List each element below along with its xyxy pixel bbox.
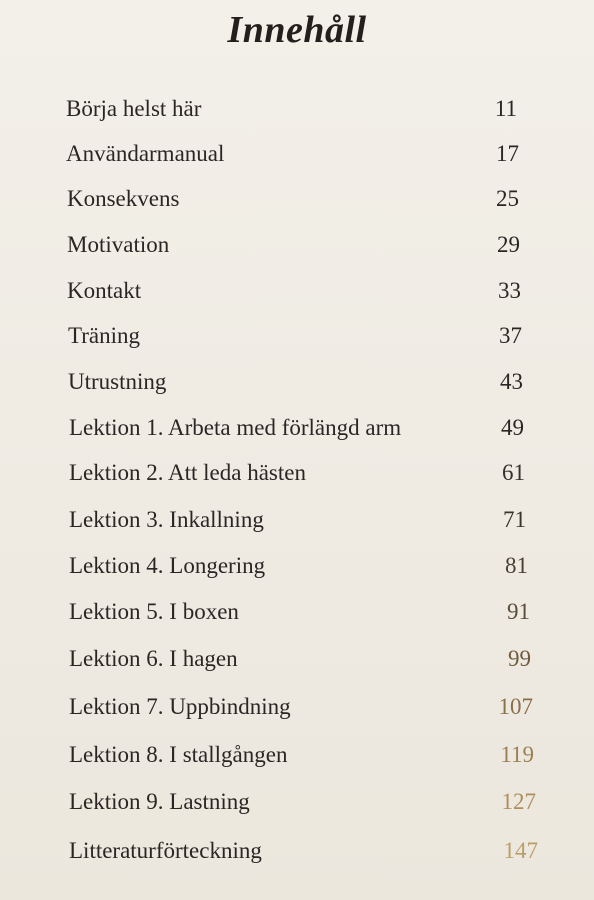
toc-entry-page-number: 127 — [501, 789, 536, 814]
toc-entry-page-number: 119 — [500, 742, 534, 767]
toc-entry — [0, 413, 594, 443]
toc-entry-title: Lektion 9. Lastning — [69, 789, 250, 814]
toc-entry-title: Konsekvens — [67, 186, 180, 211]
toc-entry-page-number: 29 — [497, 232, 520, 257]
toc-entry — [0, 458, 594, 488]
toc-entry-title: Lektion 1. Arbeta med förlängd arm — [69, 415, 402, 440]
toc-entry — [0, 692, 594, 722]
toc-entry — [0, 836, 594, 866]
toc-entry — [0, 505, 594, 535]
toc-entry-title: Utrustning — [68, 369, 167, 394]
toc-entry — [0, 94, 594, 124]
toc-entry-title: Kontakt — [67, 278, 142, 303]
toc-entry-title: Börja helst här — [66, 96, 202, 121]
toc-entry — [0, 230, 594, 260]
toc-entry-title: Användarmanual — [66, 141, 225, 166]
toc-entry — [0, 139, 594, 169]
toc-entry-page-number: 33 — [498, 278, 521, 303]
toc-entry-title: Lektion 6. I hagen — [69, 646, 238, 671]
toc-entry-page-number: 49 — [501, 415, 524, 440]
toc-entry-page-number: 17 — [496, 141, 519, 166]
toc-entry — [0, 740, 594, 770]
toc-entry — [0, 597, 594, 627]
toc-entry-page-number: 37 — [499, 323, 522, 348]
toc-entry-page-number: 107 — [498, 694, 533, 719]
toc-entry — [0, 644, 594, 674]
toc-entry-title: Lektion 4. Longering — [69, 553, 266, 578]
toc-entry-title: Lektion 8. I stallgången — [69, 742, 288, 767]
toc-entry-title: Litteraturförteckning — [69, 838, 262, 863]
toc-entry-page-number: 25 — [496, 186, 519, 211]
toc-entry-title: Träning — [68, 323, 140, 348]
toc-entry-page-number: 11 — [494, 96, 517, 121]
toc-entry-page-number: 81 — [505, 553, 528, 578]
toc-entry-page-number: 43 — [500, 369, 523, 394]
toc-entry-page-number: 61 — [502, 460, 525, 485]
toc-entry — [0, 787, 594, 817]
toc-entry — [0, 184, 594, 214]
toc-entry — [0, 321, 594, 351]
toc-entry-page-number: 91 — [507, 599, 530, 624]
toc-entry-page-number: 71 — [503, 507, 526, 532]
toc-entry — [0, 551, 594, 581]
toc-entry-title: Motivation — [67, 232, 170, 257]
toc-entry-title: Lektion 3. Inkallning — [69, 507, 264, 532]
toc-entry — [0, 367, 594, 397]
toc-entry-page-number: 99 — [508, 646, 531, 671]
page-title: Innehåll — [227, 9, 367, 51]
toc-entry-page-number: 147 — [503, 838, 538, 863]
toc-entry — [0, 276, 594, 306]
toc-entry-title: Lektion 7. Uppbindning — [69, 694, 291, 719]
toc-entry-title: Lektion 2. Att leda hästen — [69, 460, 306, 485]
toc-entry-title: Lektion 5. I boxen — [69, 599, 239, 624]
